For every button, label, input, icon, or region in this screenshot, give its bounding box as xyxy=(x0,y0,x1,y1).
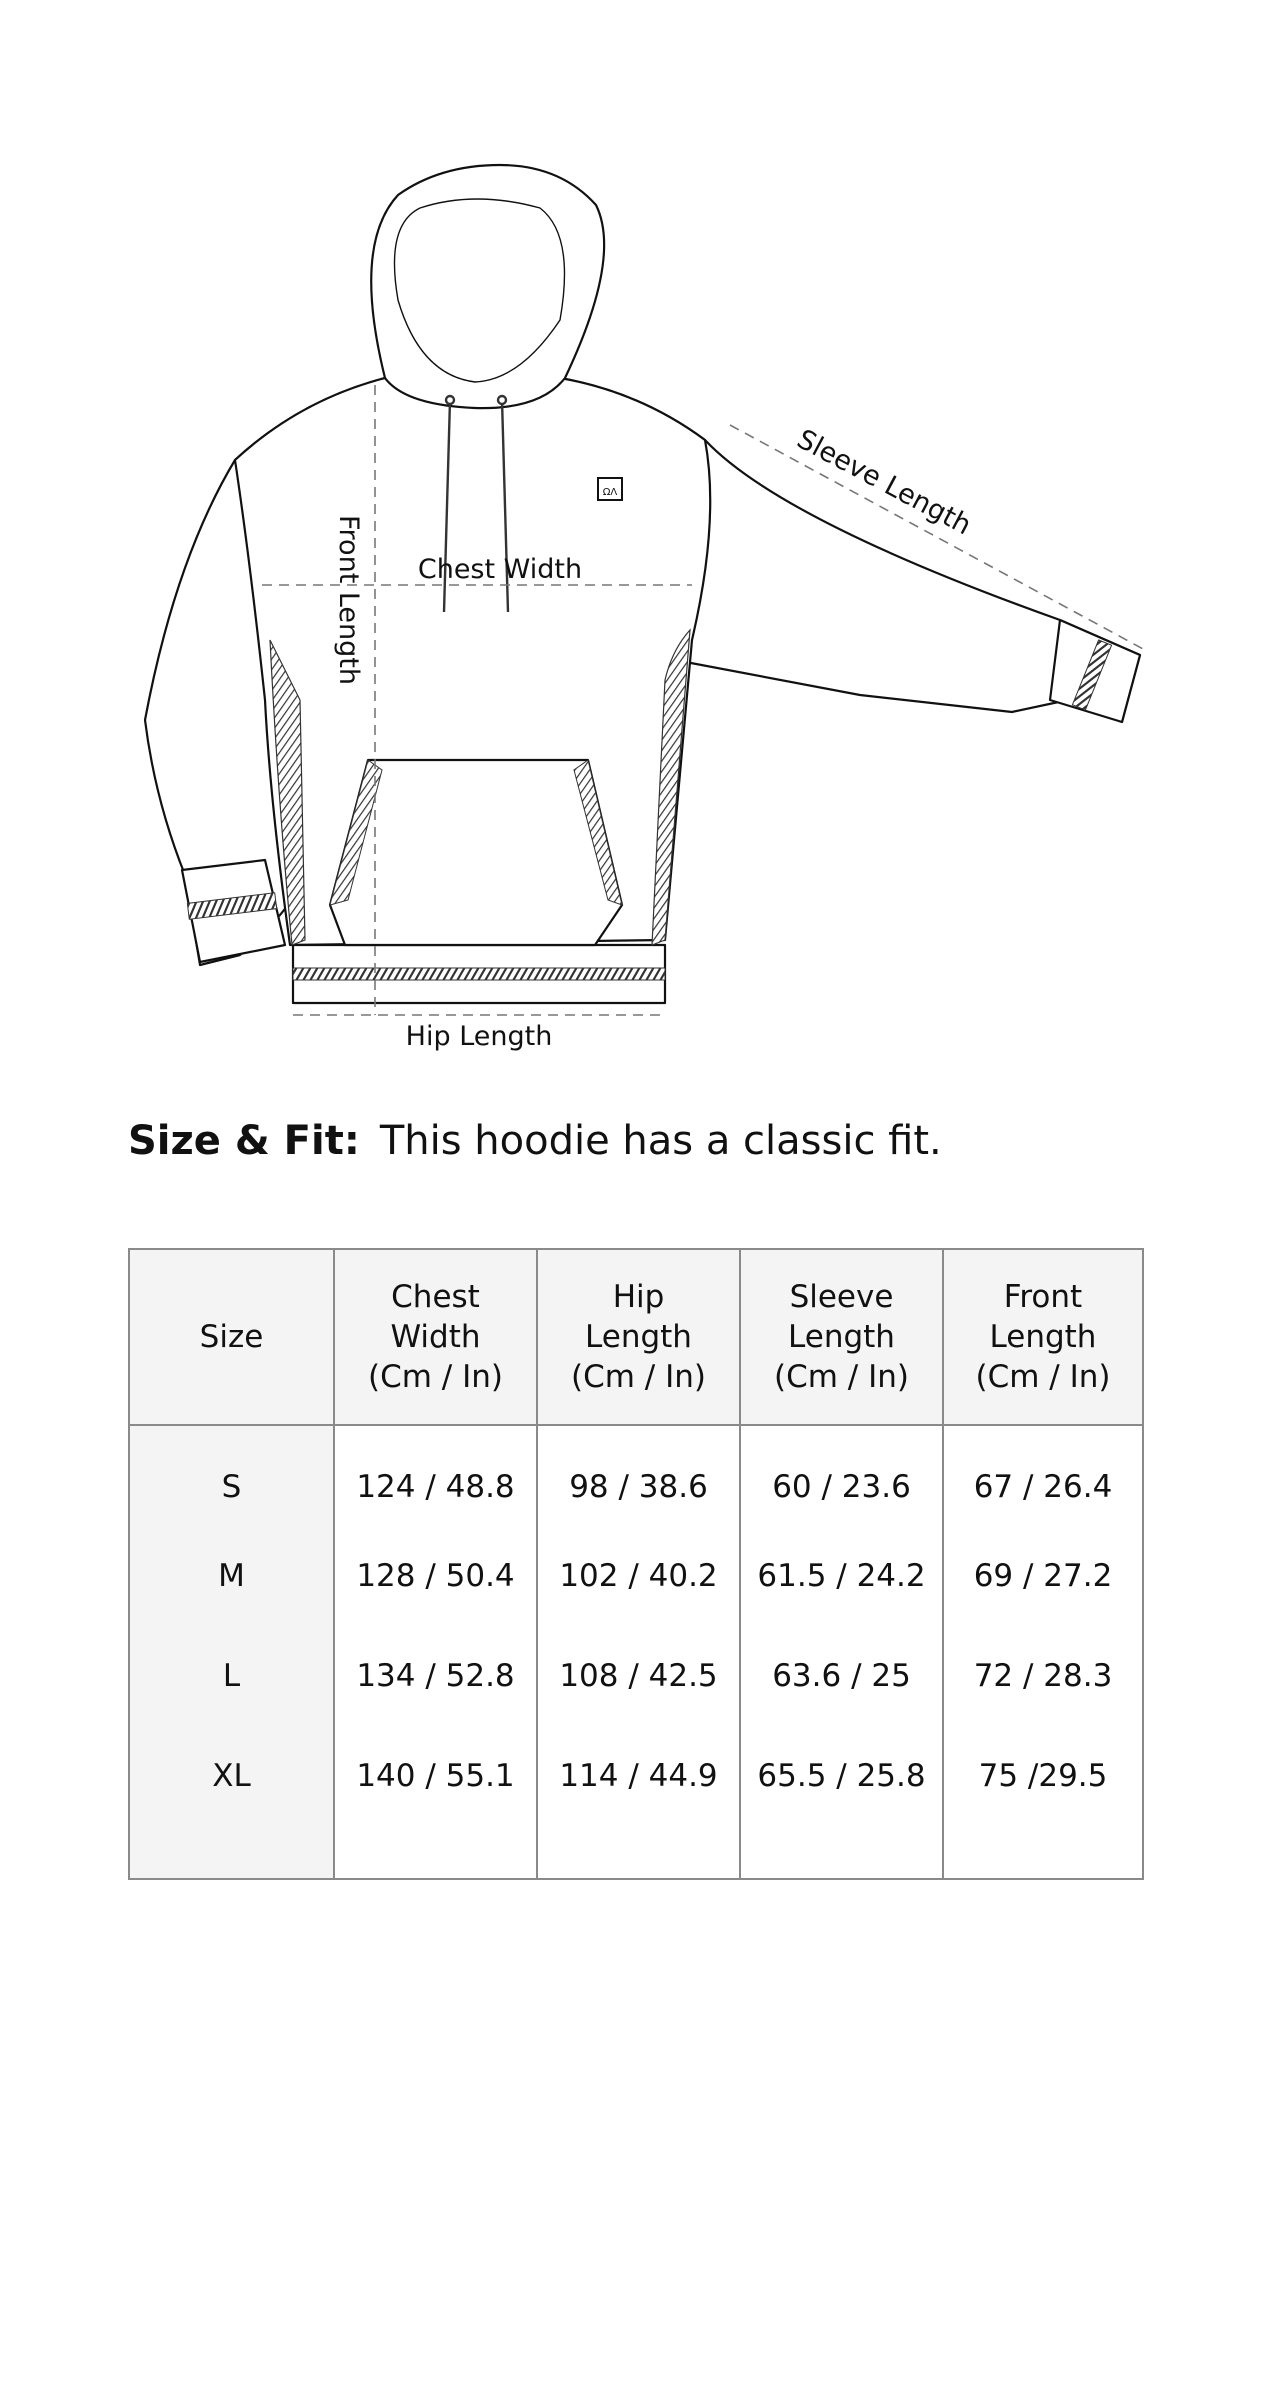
front-length-cell: 69 / 27.2 xyxy=(943,1526,1143,1626)
table-row xyxy=(129,1425,1143,1526)
header-sleeve-length: Sleeve Length (Cm / In) xyxy=(740,1249,943,1425)
table-row xyxy=(129,1526,1143,1626)
spacer-cell xyxy=(740,1826,943,1879)
chest-width-cell: 124 / 48.8 xyxy=(334,1425,537,1526)
sleeve-length-cell: 60 / 23.6 xyxy=(740,1425,943,1526)
front-length-cell: 72 / 28.3 xyxy=(943,1626,1143,1726)
size-chart-table xyxy=(128,1248,1144,1880)
table-spacer-row xyxy=(129,1826,1143,1879)
waistband-rib xyxy=(293,968,665,980)
chest-width-cell: 140 / 55.1 xyxy=(334,1726,537,1826)
header-chest-width: Chest Width (Cm / In) xyxy=(334,1249,537,1425)
spacer-cell xyxy=(943,1826,1143,1879)
chest-width-cell: 134 / 52.8 xyxy=(334,1626,537,1726)
hip-length-cell: 114 / 44.9 xyxy=(537,1726,740,1826)
size-cell: M xyxy=(129,1526,334,1626)
svg-text:ΩΛ: ΩΛ xyxy=(602,487,618,498)
table-header-row xyxy=(129,1249,1143,1425)
sleeve-length-cell: 61.5 / 24.2 xyxy=(740,1526,943,1626)
table-row xyxy=(129,1626,1143,1726)
size-cell: XL xyxy=(129,1726,334,1826)
front-length-cell: 67 / 26.4 xyxy=(943,1425,1143,1526)
size-fit-title: Size & Fit: xyxy=(128,1118,360,1164)
sleeve-length-cell: 63.6 / 25 xyxy=(740,1626,943,1726)
front-length-label: Front Length xyxy=(333,514,364,686)
chest-width-label: Chest Width xyxy=(417,554,583,585)
size-fit-line xyxy=(128,1118,942,1164)
hip-length-cell: 108 / 42.5 xyxy=(537,1626,740,1726)
size-cell: L xyxy=(129,1626,334,1726)
hip-length-label: Hip Length xyxy=(405,1021,553,1052)
header-hip-length: Hip Length (Cm / In) xyxy=(537,1249,740,1425)
header-size: Size xyxy=(129,1249,334,1425)
hoodie-diagram xyxy=(0,0,1282,1080)
spacer-cell xyxy=(129,1826,334,1879)
hip-length-cell: 98 / 38.6 xyxy=(537,1425,740,1526)
logo xyxy=(598,478,622,500)
chest-width-cell: 128 / 50.4 xyxy=(334,1526,537,1626)
spacer-cell xyxy=(537,1826,740,1879)
header-front-length: Front Length (Cm / In) xyxy=(943,1249,1143,1425)
size-cell: S xyxy=(129,1425,334,1526)
front-length-cell: 75 /29.5 xyxy=(943,1726,1143,1826)
size-fit-description: This hoodie has a classic fit. xyxy=(379,1118,942,1164)
sleeve-length-cell: 65.5 / 25.8 xyxy=(740,1726,943,1826)
spacer-cell xyxy=(334,1826,537,1879)
sleeve-length-label: Sleeve Length xyxy=(791,423,977,542)
table-row xyxy=(129,1726,1143,1826)
hip-length-cell: 102 / 40.2 xyxy=(537,1526,740,1626)
